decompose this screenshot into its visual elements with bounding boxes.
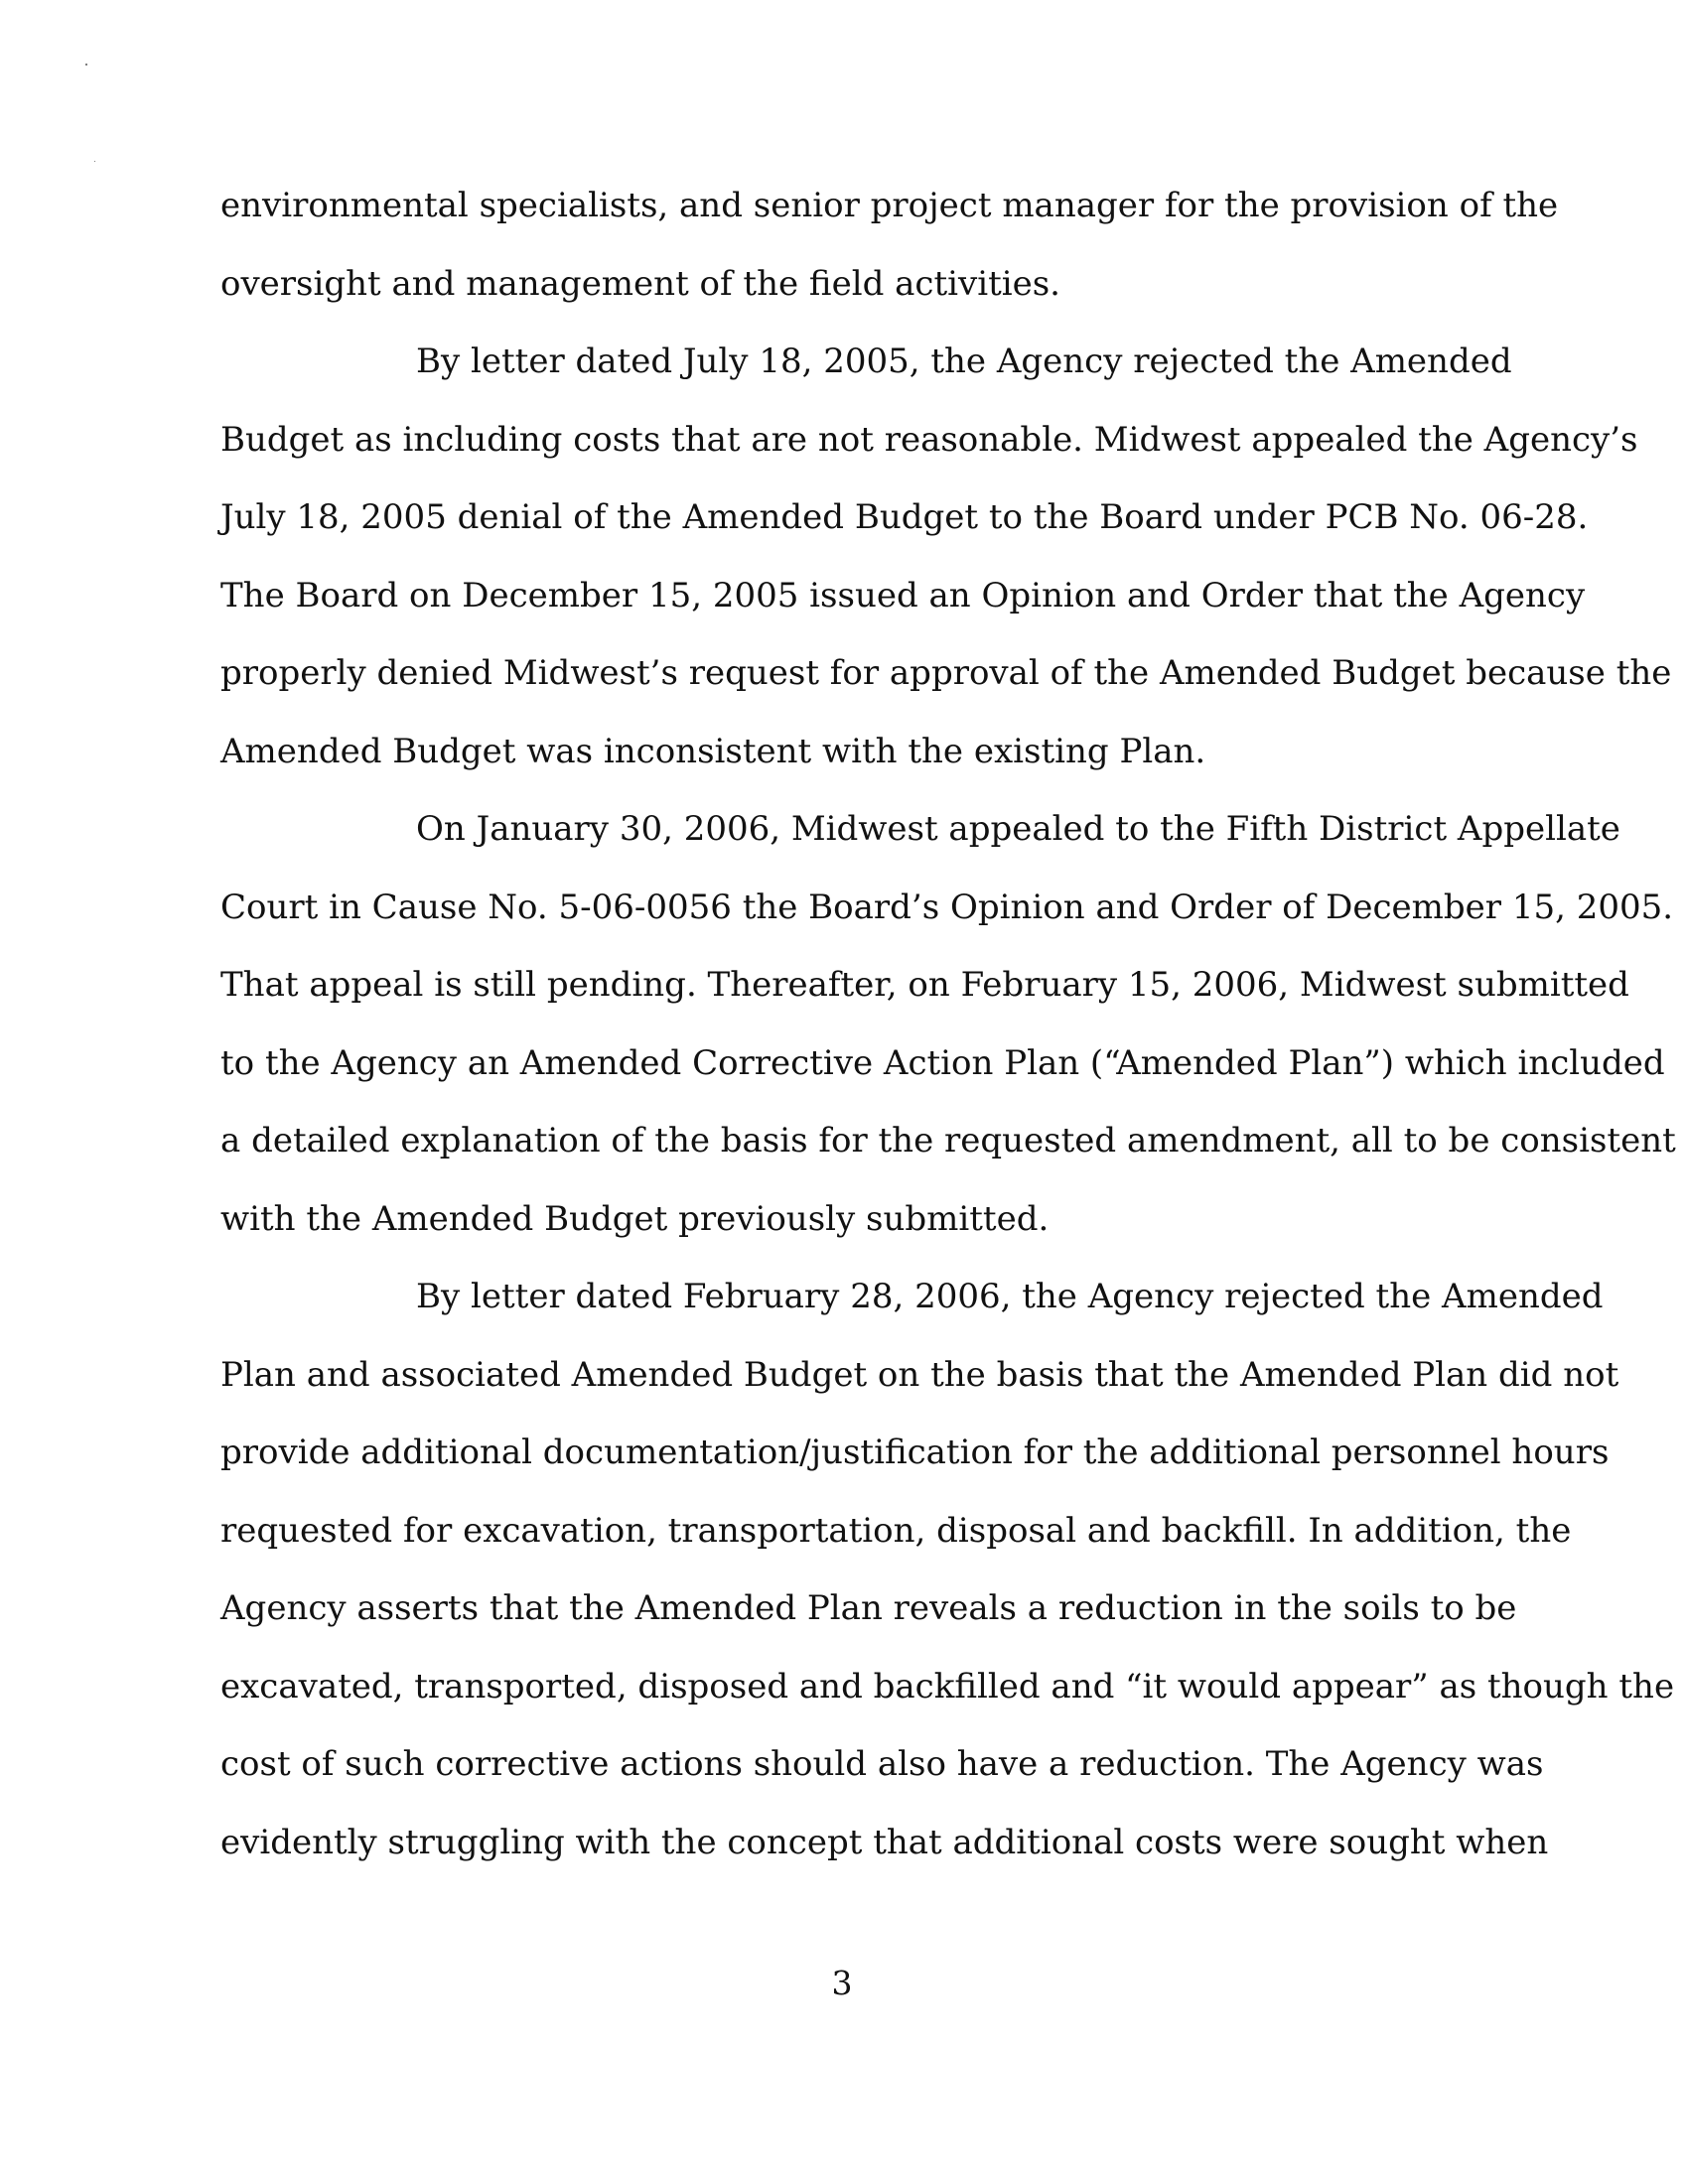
page-number: 3 bbox=[831, 1964, 853, 2002]
text-line: environmental specialists, and senior project manager for the provision of the bbox=[220, 186, 1559, 225]
text-line: Agency asserts that the Amended Plan reveals a reduction in the soils to be bbox=[220, 1588, 1517, 1628]
body-text bbox=[220, 167, 1676, 1881]
paragraph-first-line: By letter dated February 28, 2006, the Agency rejected the Amended bbox=[416, 1277, 1604, 1316]
text-line: properly denied Midwest’s request for approval of the Amended Budget because the bbox=[220, 653, 1672, 693]
text-line: Court in Cause No. 5-06-0056 the Board’s Opinion and Order of December 15, 2005. bbox=[220, 887, 1674, 927]
text-line: with the Amended Budget previously submitted. bbox=[220, 1198, 1050, 1239]
scan-speck bbox=[85, 64, 87, 66]
text-line: Amended Budget was inconsistent with the existing Plan. bbox=[220, 731, 1206, 771]
text-line: evidently struggling with the concept that additional costs were sought when bbox=[220, 1822, 1549, 1862]
paragraph-first-line: By letter dated July 18, 2005, the Agency rejected the Amended bbox=[416, 341, 1512, 381]
text-line: excavated, transported, disposed and backfilled and “it would appear” as though the bbox=[220, 1666, 1675, 1706]
text-line: a detailed explanation of the basis for the requested amendment, all to be consistent bbox=[220, 1121, 1676, 1160]
text-line: to the Agency an Amended Corrective Action Plan (“Amended Plan”) which included bbox=[220, 1042, 1665, 1083]
text-line: cost of such corrective actions should also have a reduction. The Agency was bbox=[220, 1744, 1544, 1784]
text-line: requested for excavation, transportation, disposal and backfill. In addition, the bbox=[220, 1510, 1572, 1551]
text-line: The Board on December 15, 2005 issued an Opinion and Order that the Agency bbox=[220, 575, 1586, 615]
text-line: Budget as including costs that are not reasonable. Midwest appealed the Agency’s bbox=[220, 419, 1638, 460]
scan-speck bbox=[94, 161, 95, 162]
text-line: provide additional documentation/justification for the additional personnel hours bbox=[220, 1433, 1610, 1472]
text-line: Plan and associated Amended Budget on the basis that the Amended Plan did not bbox=[220, 1354, 1619, 1395]
text-line: July 18, 2005 denial of the Amended Budget to the Board under PCB No. 06-28. bbox=[220, 497, 1589, 537]
text-line: That appeal is still pending. Thereafter, on February 15, 2006, Midwest submitted bbox=[220, 965, 1629, 1005]
paragraph-first-line: On January 30, 2006, Midwest appealed to the Fifth District Appellate bbox=[416, 809, 1620, 849]
text-line: oversight and management of the field activities. bbox=[220, 263, 1060, 304]
